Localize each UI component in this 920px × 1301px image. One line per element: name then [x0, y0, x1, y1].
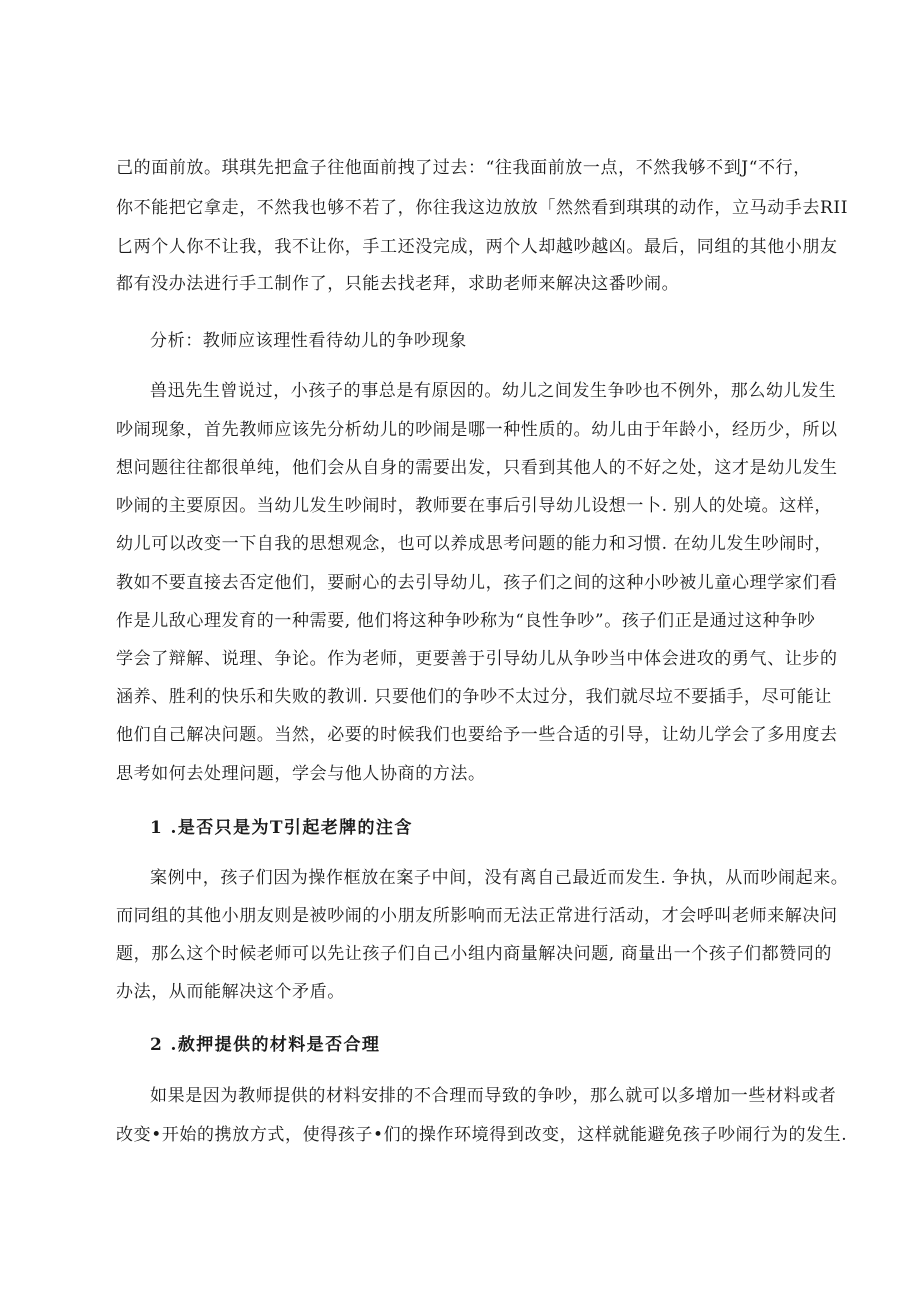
- paragraph-2-line-9: 涵养、胜利的快乐和失败的教训. 只要他们的争吵不太过分，我们就尽垃不要插手，尽可能让: [116, 687, 833, 707]
- paragraph-2-line-5: 幼儿可以改变一下自我的思想观念，也可以养成思考问题的能力和习惯. 在幼儿发生吵闹时，: [116, 534, 833, 554]
- paragraph-2-line-2: 吵闹现象，首先教师应该先分析幼儿的吵闹是哪一种性质的。幼儿由于年龄小，经历少，所以: [116, 420, 838, 440]
- section-heading-2: 2 .赦押提供的材料是否合理: [150, 1035, 381, 1055]
- paragraph-2-line-8: 学会了辩解、说理、争论。作为老师，更要善于引导幼儿从争吵当中体会进攻的勇气、让步的: [116, 649, 838, 669]
- paragraph-1-line-3: 匕两个人你不让我，我不让你，手工还没完成，两个人却越吵越凶。最后，同组的其他小朋友: [116, 237, 838, 257]
- paragraph-1-line-2: 你不能把它拿走，不然我也够不若了，你往我这边放放「然然看到琪琪的动作，立马动手去RII: [116, 198, 849, 218]
- paragraph-2-line-1: 兽迅先生曾说过，小孩子的事总是有原因的。幼儿之间发生争吵也不例外，那么幼儿发生: [150, 381, 837, 401]
- paragraph-1-line-4: 都有没办法进行手工制作了，只能去找老拜，求助老师来解决这番吵闹。: [116, 274, 680, 294]
- paragraph-3-line-2: 而同组的其他小朋友则是被吵闹的小朋友所影响而无法正常进行活动，才会呼叫老师来解决问: [116, 906, 838, 926]
- section-heading-1: 1 .是否只是为T引起老牌的注含: [150, 818, 413, 838]
- paragraph-4-line-2: 改变•开始的携放方式，使得孩子•们的操作环境得到改变，这样就能避免孩子吵闹行为的发生.: [116, 1125, 848, 1145]
- paragraph-3-line-4: 办法，从而能解决这个矛盾。: [116, 982, 345, 1002]
- paragraph-4-line-1: 如果是因为教师提供的材料安排的不合理而导致的争吵，那么就可以多增加一些材料或者: [150, 1086, 837, 1106]
- analysis-title: 分析：教师应该理性看待幼儿的争吵现象: [150, 331, 467, 351]
- paragraph-2-line-10: 他们自己解决问题。当然，必要的时候我们也要给予一些合适的引导，让幼儿学会了多用度去: [116, 725, 838, 745]
- paragraph-2-line-3: 想问题往往都很单纯，他们会从自身的需要出发，只看到其他人的不好之处，这才是幼儿发生: [116, 458, 838, 478]
- paragraph-3-line-1: 案例中，孩子们因为操作框放在案子中间，没有离自己最近而发生. 争执，从而吵闹起来。: [150, 868, 849, 888]
- paragraph-2-line-7: 作是儿敌心理发育的一种需要, 他们将这种争吵称为“良性争吵”。孩子们正是通过这种争吵: [116, 611, 816, 631]
- paragraph-3-line-3: 题，那么这个时候老师可以先让孩子们自己小组内商量解决问题, 商量出一个孩子们都赞同的: [116, 944, 833, 964]
- paragraph-2-line-6: 教如不要直接去否定他们，要耐心的去引导幼儿，孩子们之间的这种小吵被儿童心理学家们看: [116, 573, 838, 593]
- paragraph-2-line-4: 吵闹的主要原因。当幼儿发生吵闹时，教师要在事后引导幼儿设想一卜. 别人的处境。这样，: [116, 496, 833, 516]
- paragraph-1-line-1: 己的面前放。琪琪先把盒子往他面前拽了过去：“往我面前放一点，不然我够不到J“不行，: [116, 158, 811, 178]
- paragraph-2-line-11: 思考如何去处理问题，学会与他人协商的方法。: [116, 764, 486, 784]
